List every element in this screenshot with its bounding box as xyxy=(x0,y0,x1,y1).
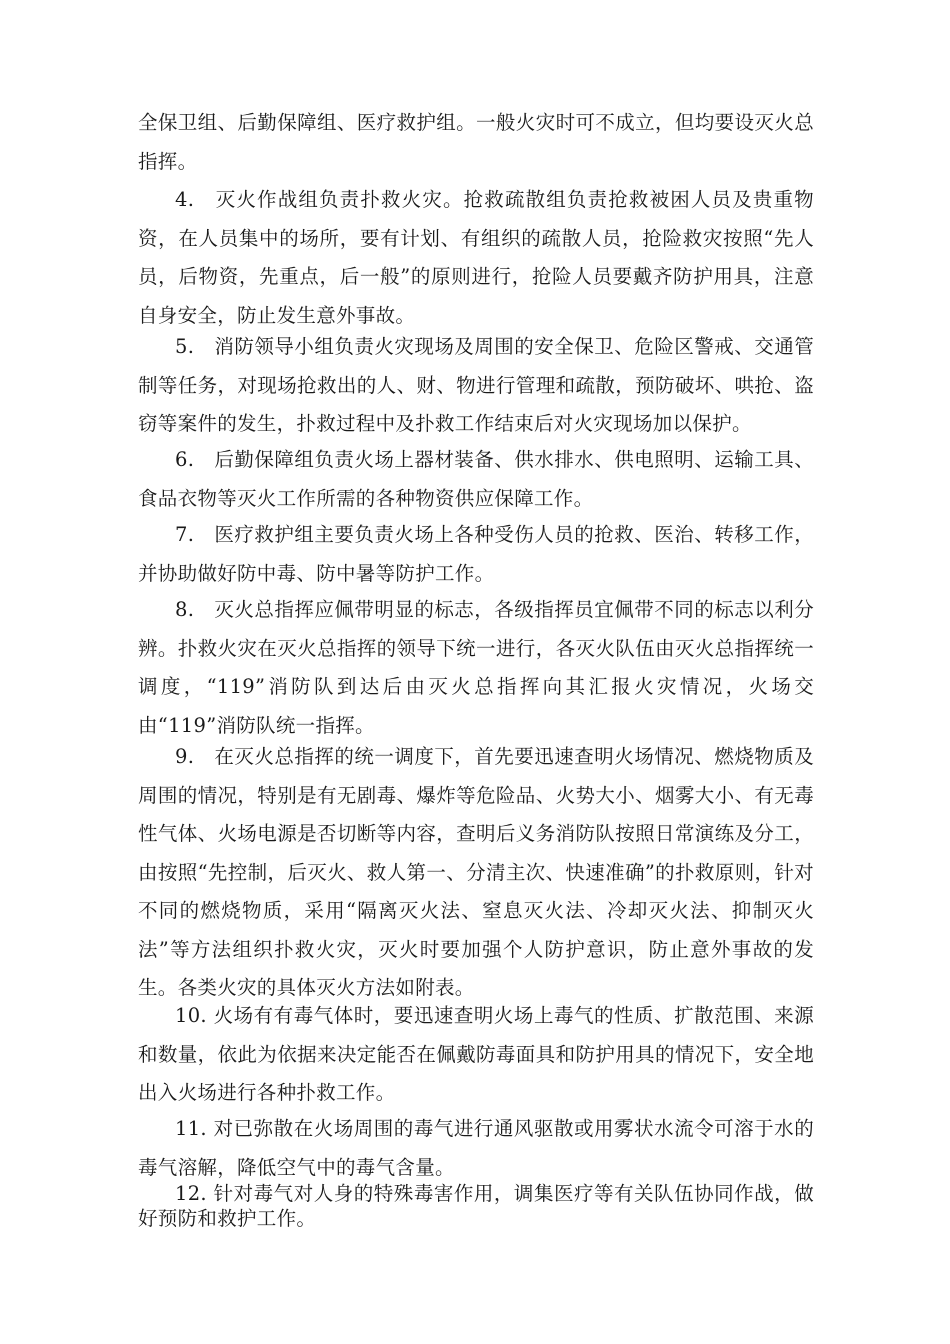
paragraph-continuation: 全保卫组、后勤保障组、医疗救护组。一般火灾时可不成立，但均要设灭火总指挥。 xyxy=(138,111,814,173)
paragraph-5: 5. 消防领导小组负责火灾现场及周围的安全保卫、危险区警戒、交通管制等任务，对现场抢救出的人、财、物进行管理和疏散，预防破坏、哄抢、盗窃等案件的发生，扑救过程中及扑救工作结束后对火灾现场加以保护。 xyxy=(138,335,814,435)
paragraph-10: 10. 火场有有毒气体时，要迅速查明火场上毒气的性质、扩散范围、来源和数量，依此为依据来决定能否在佩戴防毒面具和防护用具的情况下，安全地出入火场进行各种扑救工作。 xyxy=(138,1004,814,1104)
paragraph-4: 4. 灭火作战组负责扑救火灾。抢救疏散组负责抢救被困人员及贵重物资，在人员集中的场所，要有计划、有组织的疏散人员，抢险救灾按照“先人员，后物资，先重点，后一般”的原则进行，抢险人员要戴齐防护用具，注意自身安全，防止发生意外事故。 xyxy=(138,188,814,327)
paragraph-9: 9. 在灭火总指挥的统一调度下，首先要迅速查明火场情况、燃烧物质及周围的情况，特别是有无剧毒、爆炸等危险品、火势大小、烟雾大小、有无毒性气体、火场电源是否切断等内容，查明后义务消防队按照日常演练及分工，由按照“先控制，后灭火、救人第一、分清主次、快速准确”的扑救原则，针对不同的燃烧物质，采用“隔离灭火法、窒息灭火法、冷却灭火法、抑制灭火法”等方法组织扑救火灾，灭火时要加强个人防护意识，防止意外事故的发生。各类火灾的具体灭火方法如附表。 xyxy=(138,745,814,999)
paragraph-7: 7. 医疗救护组主要负责火场上各种受伤人员的抢救、医治、转移工作，并协助做好防中毒、防中暑等防护工作。 xyxy=(138,523,814,585)
paragraph-8: 8. 灭火总指挥应佩带明显的标志，各级指挥员宜佩带不同的标志以利分辨。扑救火灾在灭火总指挥的领导下统一进行，各灭火队伍由灭火总指挥统一调度，“119”消防队到达后由灭火总指挥向其汇报火灾情况，火场交由“119”消防队统一指挥。 xyxy=(138,598,814,737)
paragraph-11: 11. 对已弥散在火场周围的毒气进行通风驱散或用雾状水流令可溶于水的毒气溶解，降低空气中的毒气含量。 xyxy=(138,1117,814,1179)
paragraph-6: 6. 后勤保障组负责火场上器材装备、供水排水、供电照明、运输工具、食品衣物等灭火工作所需的各种物资供应保障工作。 xyxy=(138,448,814,510)
paragraph-12: 12. 针对毒气对人身的特殊毒害作用，调集医疗等有关队伍协同作战，做好预防和救护工作。 xyxy=(138,1182,814,1230)
